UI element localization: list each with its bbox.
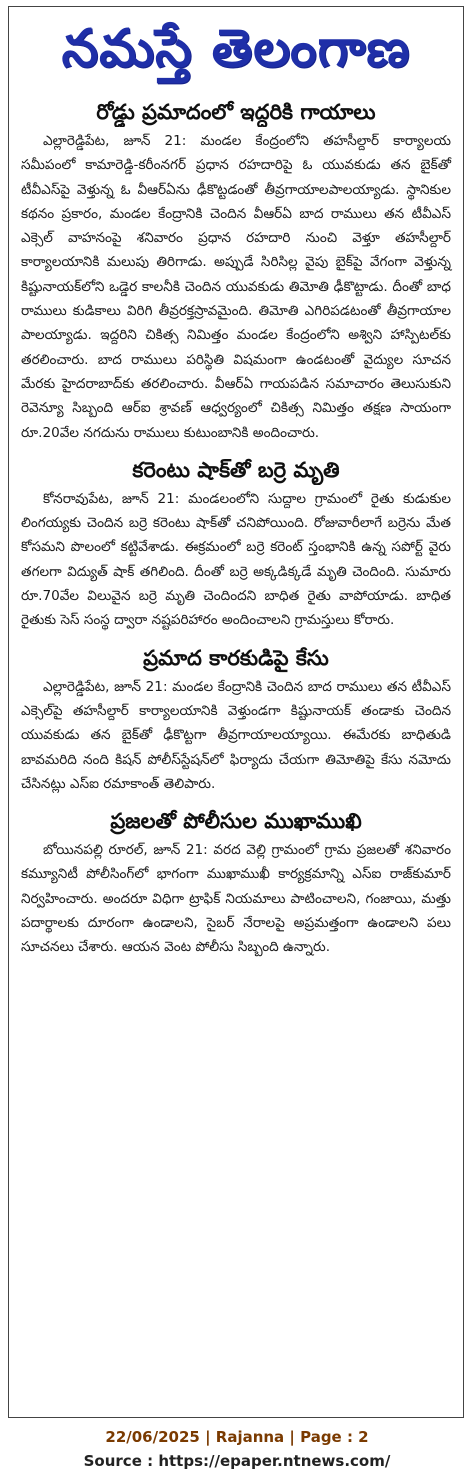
story-buffalo-electrocution: [9, 455, 463, 633]
story-headline: ప్రమాద కారకుడిపై కేసు: [143, 645, 329, 670]
story-headline: ప్రజలతో పోలీసుల ముఖాముఖి: [110, 809, 362, 834]
story-headline: రోడ్డు ప్రమాదంలో ఇద్దరికి గాయాలు: [96, 100, 376, 124]
story-case-registered: [9, 643, 463, 796]
story-body: బోయినపల్లి రూరల్, జూన్ 21: వరద వెల్లి గ్రామంలో గ్రామ ప్రజలతో శనివారం కమ్యూనిటీ పోలీసింగ్‌లో భాగంగా ముఖాముఖీ కార్యక్రమాన్ని ఎస్‌ఐ రాజ్‌కుమార్ నిర్వహించారు. అందరూ విధిగా ట్రాఫిక్ నియమాలు పాటించాలని, గంజాయి, మత్తు పదార్థాలకు దూరంగా ఉండాలని, సైబర్ నేరాలపై అప్రమత్తంగా ఉండాలని పలు సూచనలు చేశారు. ఆయన వెంట పోలీసు సిబ్బంది ఉన్నారు.: [21, 842, 451, 956]
story-body: ఎల్లారెడ్డిపేట, జూన్ 21: మండల కేంద్రానికి చెందిన బాద రాములు తన టీవీఎస్ ఎక్సెల్‌పై తహసీల్దార్ కార్యాలయానికి వెళ్తుండగా కిష్టునాయక్ తండాకు చెందిన యువకుడు తన బైక్‌తో ఢీకొట్టగా తీవ్రగాయాలయ్యాయి. ఈమేరకు బాధితుడి బావమరిది నంది కిషన్ పోలీస్‌స్టేషన్‌లో ఫిర్యాదు చేయగా తిమోతిపై కేసు నమోదు చేసినట్లు ఎస్‌ఐ రమాకాంత్ తెలిపారు.: [21, 678, 451, 792]
source-line: Source : https://epaper.ntnews.com/: [83, 1452, 391, 1470]
story-headline: కరెంటు షాక్‌తో బర్రె మృతి: [132, 457, 340, 482]
story-road-accident: [9, 97, 463, 445]
story-police-interaction: [9, 806, 463, 959]
story-body: కోనరావుపేట, జూన్ 21: మండలంలోని సుద్దాల గ్రామంలో రైతు కుడుకుల లింగయ్యకు చెందిన బర్రె కరెంటు షాక్‌తో చనిపోయింది. రోజువారీలాగే బర్రెను మేత కోసమని పొలంలో కట్టివేశాడు. ఈక్రమంలో బర్రె కరెంట్ స్తంభానికి ఉన్న సపోర్ట్ వైరు తగలగా విద్యుత్ షాక్ తగిలింది. దీంతో బర్రె అక్కడిక్కడే మృతి చెందింది. సుమారు రూ.70వేల విలువైన బర్రె మృతి చెందిందని బాధిత రైతు వాపోయాడు. బాధిత రైతుకు సెస్ సంస్థ ద్వారా నష్టపరిహారం అందించాలని గ్రామస్తులు కోరారు.: [21, 490, 451, 629]
edition-date-line: 22/06/2025 | Rajanna | Page : 2: [105, 1428, 369, 1446]
news-clipping: [8, 6, 464, 1418]
story-body: ఎల్లారెడ్డిపేట, జూన్ 21: మండల కేంద్రంలోని తహసీల్దార్ కార్యాలయ సమీపంలో కామారెడ్డి-కరీంనగర్ ప్రధాన రహదారిపై ఓ యువకుడు తన బైక్‌తో టీవీఎస్‌పై వెళ్తున్న ఓ వీఆర్‌ఏను ఢీకొట్టడంతో తీవ్రగాయాలపాలయ్యాడు. స్థానికుల కథనం ప్రకారం, మండల కేంద్రానికి చెందిన వీఆర్‌ఏ బాద రాములు తన టీవీఎస్ ఎక్సెల్ వాహనంపై శనివారం ప్రధాన రహదారి నుంచి వెళ్తూ తహసీల్దార్ కార్యాలయానికి మలుపు తిరిగాడు. అప్పుడే సిరిసిల్ల వైపు బైక్‌పై వేగంగా వెళ్తున్న కిష్టునాయక్‌లోని ఒడ్డెర కాలనీకి చెందిన యువకుడు తిమోతి ఢీకొట్టాడు. దీంతో బాధ రాములు కుడికాలు విరిగి తీవ్రరక్తస్రావమైంది. తిమోతి ఎగిరిపడటంతో తీవ్రగాయాల పాలయ్యాడు. ఇద్దరిని చికిత్స నిమిత్తం మండల కేంద్రంలోని అశ్విని హాస్పిటల్‌కు తరలించారు. బాద రాములు పరిస్థితి విషమంగా ఉండటంతో వైద్యుల సూచన మేరకు హైదరాబాద్‌కు తరలించారు. వీఆర్‌ఏ గాయపడిన సమాచారం తెలుసుకుని రెవెన్యూ సిబ్బంది ఆర్‌ఐ శ్రావణ్ ఆధ్వర్యంలో చికిత్స నిమిత్తం తక్షణ సాయంగా రూ.20వేల నగదును రాములు కుటుంబానికి అందించారు.: [21, 133, 451, 441]
newspaper-masthead: నమస్తే తెలంగాణ: [61, 19, 411, 79]
